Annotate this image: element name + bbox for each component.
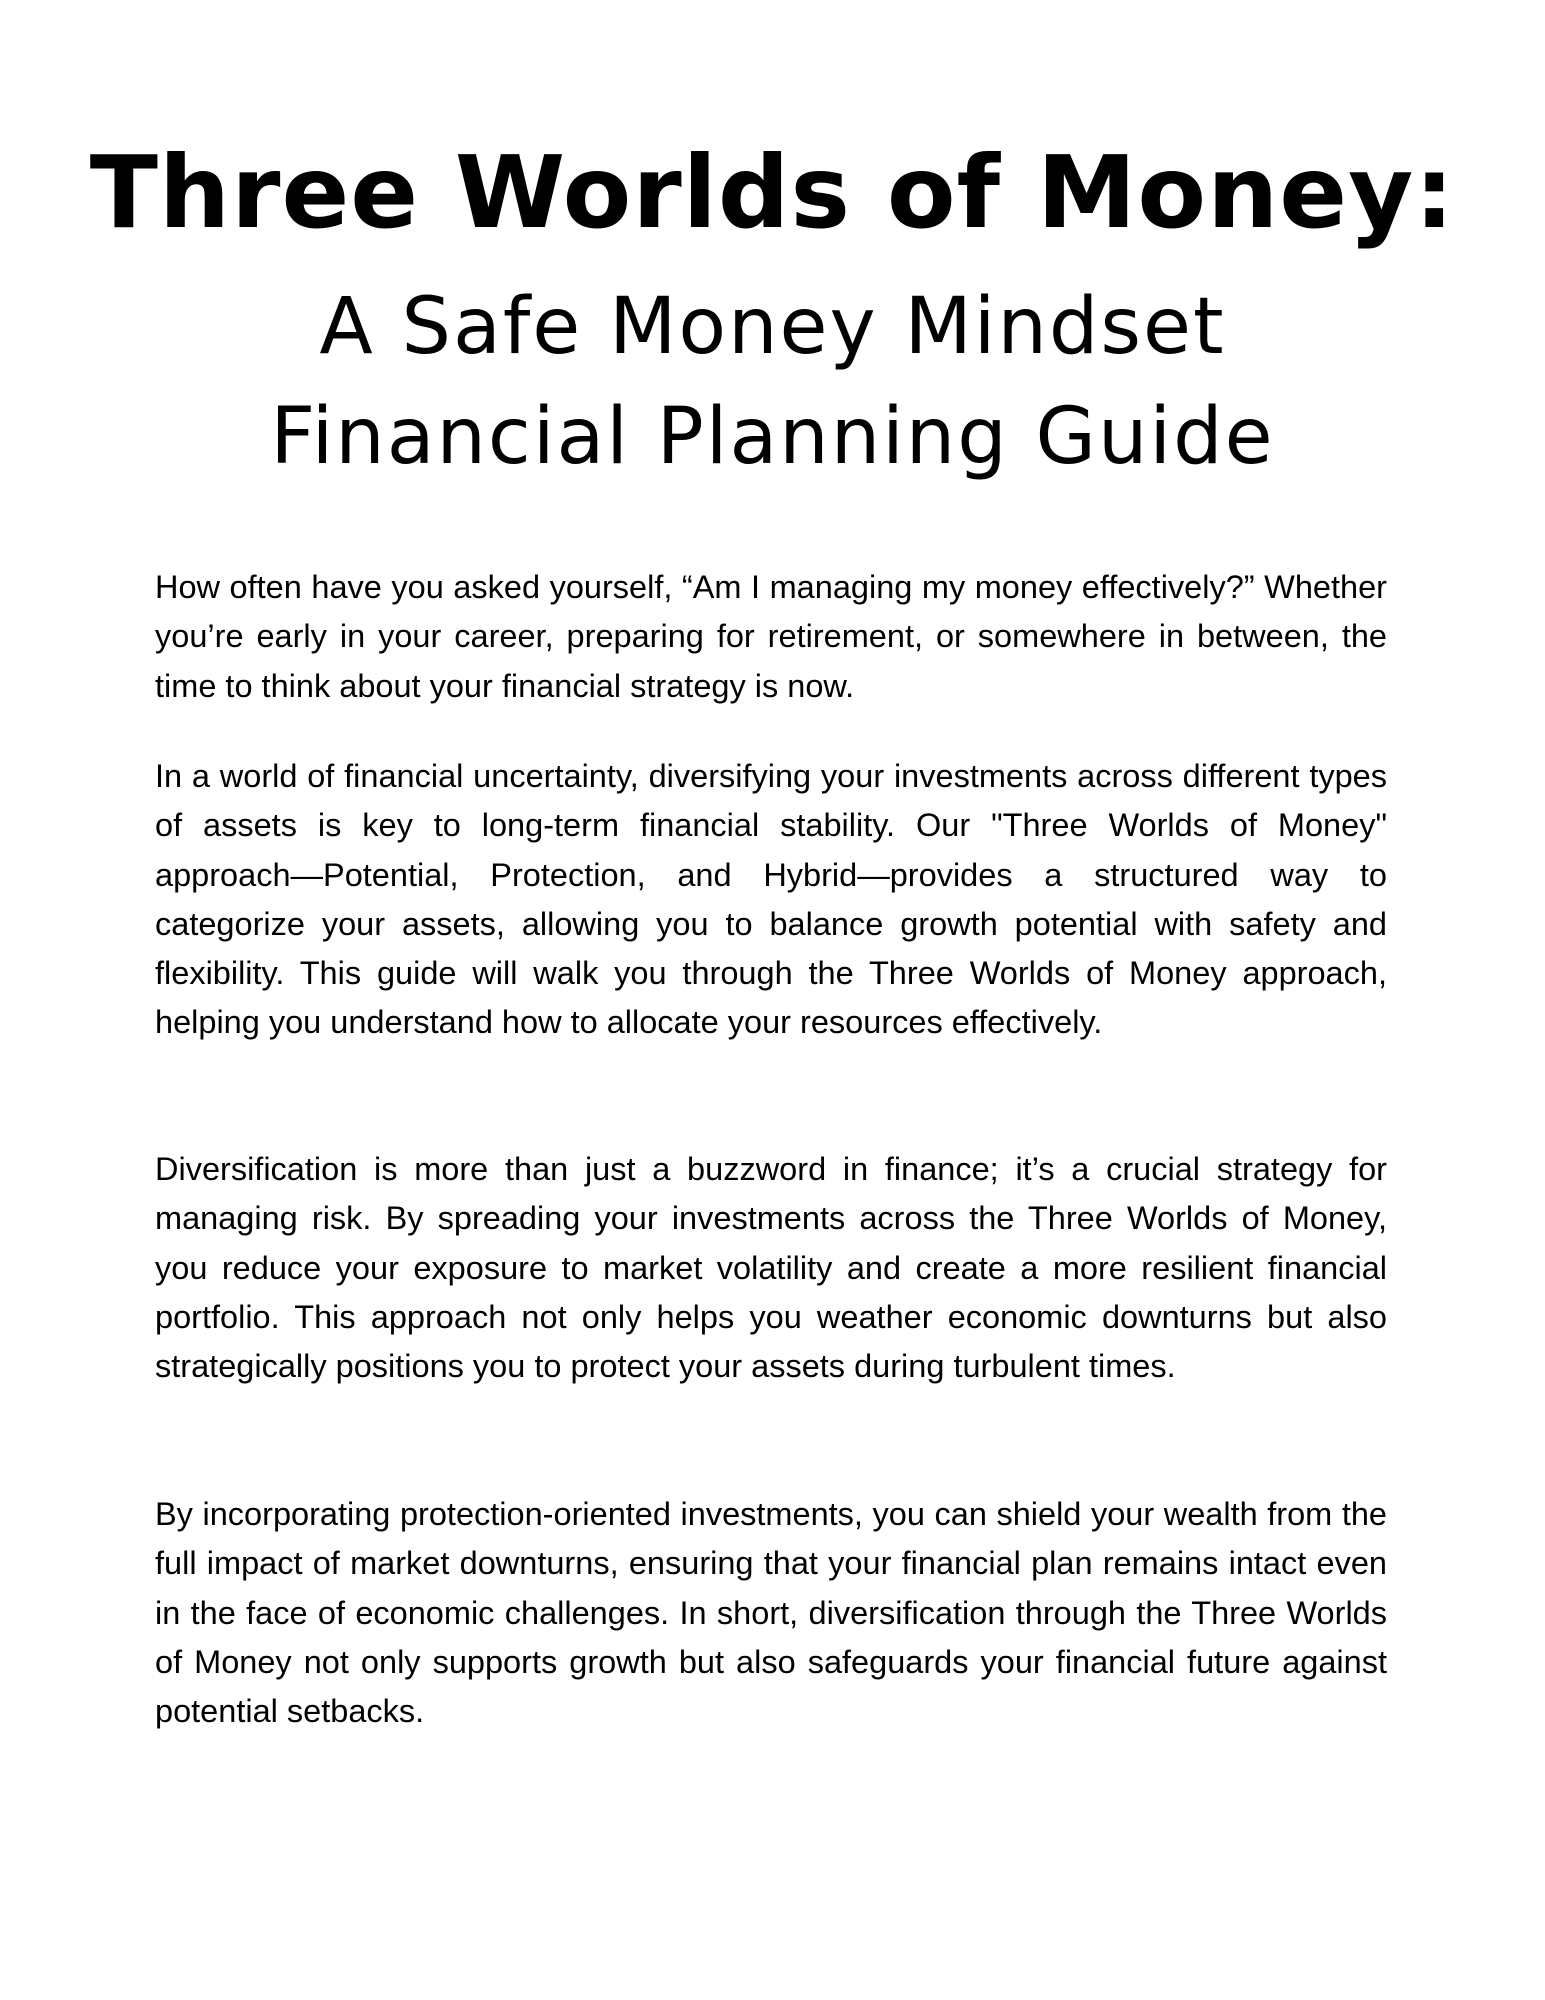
body-paragraph-diversification: Diversification is more than just a buzzword in finance; it’s a crucial strategy for managing risk. By spreading your investments across the Three Worlds of Money, you reduce your exposure to market volatility and create a more resilient financial portfolio. This approach not only helps you weather economic downturns but also strategically positions you to protect your assets during turbulent times. bbox=[155, 1151, 1387, 1385]
body-paragraph-protection: By incorporating protection-oriented investments, you can shield your wealth from the full impact of market downturns, ensuring that your financial plan remains intact even in the face of economic challenges. In short, diversification through the Three Worlds of Money not only supports growth but also safeguards your financial future against potential setbacks. bbox=[155, 1496, 1387, 1730]
body-paragraph-intro: How often have you asked yourself, “Am I managing my money effectively?” Whether you’re early in your career, preparing for retirement, or somewhere in between, the time to think about your financial strategy is now. bbox=[155, 569, 1387, 704]
subtitle-line-1: A Safe Money Mindset bbox=[319, 282, 1226, 372]
body-paragraph-approach: In a world of financial uncertainty, diversifying your investments across different types of assets is key to long-term financial stability. Our "Three Worlds of Money" approach—Potential, Protection, and Hybrid—provides a structured way to categorize your assets, allowing you to balance growth potential with safety and flexibility. This guide will walk you through the Three Worlds of Money approach, helping you understand how to allocate your resources effectively. bbox=[155, 758, 1387, 1041]
document-subtitle bbox=[0, 272, 1545, 492]
subtitle-line-2: Financial Planning Guide bbox=[270, 392, 1275, 482]
document-title: Three Worlds of Money: bbox=[89, 134, 1456, 251]
